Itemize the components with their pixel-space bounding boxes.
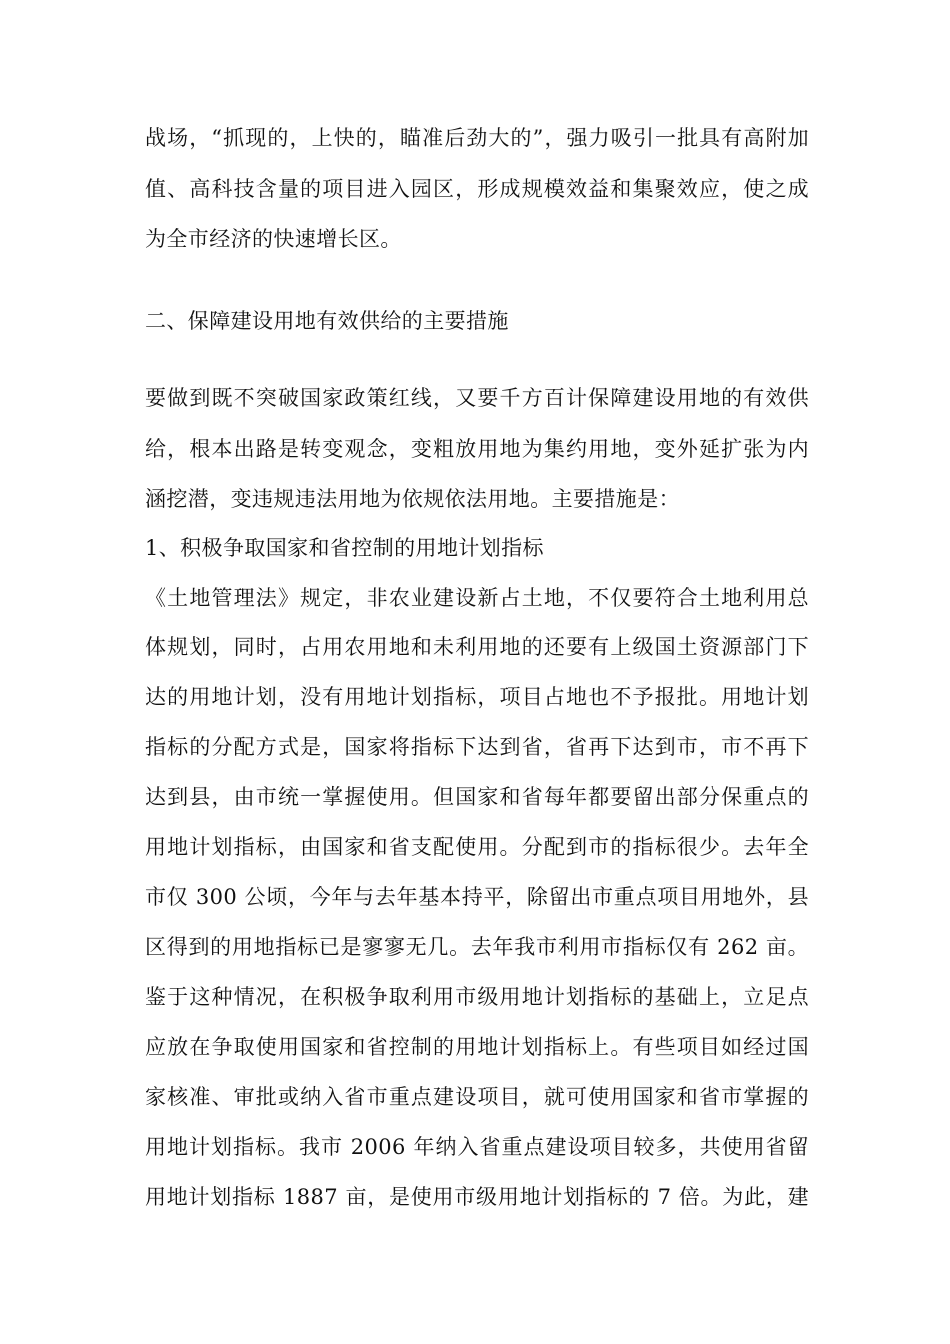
paragraph-line: 应放在争取使用国家和省控制的用地计划指标上。有些项目如经过国	[145, 1035, 809, 1059]
paragraph-line: 用地计划指标 1887 亩，是使用市级用地计划指标的 7 倍。为此，建	[145, 1185, 809, 1209]
subsection-heading: 1、积极争取国家和省控制的用地计划指标	[145, 536, 544, 560]
paragraph-line: 家核准、审批或纳入省市重点建设项目，就可使用国家和省市掌握的	[145, 1085, 809, 1109]
paragraph-line: 市仅 300 公顷，今年与去年基本持平，除留出市重点项目用地外，县	[145, 885, 809, 909]
paragraph-line: 指标的分配方式是，国家将指标下达到省，省再下达到市，市不再下	[145, 735, 809, 759]
paragraph-line: 用地计划指标。我市 2006 年纳入省重点建设项目较多，共使用省留	[145, 1135, 809, 1159]
paragraph-line: 为全市经济的快速增长区。	[145, 227, 402, 251]
paragraph-line: 区得到的用地指标已是寥寥无几。去年我市利用市指标仅有 262 亩。	[145, 935, 809, 959]
paragraph-line: 达到县，由市统一掌握使用。但国家和省每年都要留出部分保重点的	[145, 785, 809, 809]
paragraph-line: 要做到既不突破国家政策红线，又要千方百计保障建设用地的有效供	[145, 386, 809, 410]
paragraph-line: 体规划，同时，占用农用地和未利用地的还要有上级国土资源部门下	[145, 635, 809, 659]
paragraph-line: 给，根本出路是转变观念，变粗放用地为集约用地，变外延扩张为内	[145, 437, 809, 461]
paragraph-line: 鉴于这种情况，在积极争取利用市级用地计划指标的基础上，立足点	[145, 985, 809, 1009]
paragraph-line: 用地计划指标，由国家和省支配使用。分配到市的指标很少。去年全	[145, 835, 809, 859]
paragraph-line: 战场，“抓现的，上快的，瞄准后劲大的”，强力吸引一批具有高附加	[145, 126, 809, 150]
paragraph-line: 达的用地计划，没有用地计划指标，项目占地也不予报批。用地计划	[145, 685, 809, 709]
paragraph-line: 《土地管理法》规定，非农业建设新占土地，不仅要符合土地利用总	[145, 586, 809, 610]
section-heading: 二、保障建设用地有效供给的主要措施	[145, 309, 509, 333]
paragraph-line: 涵挖潜，变违规违法用地为依规依法用地。主要措施是：	[145, 487, 680, 511]
paragraph-line: 值、高科技含量的项目进入园区，形成规模效益和集聚效应，使之成	[145, 177, 809, 201]
